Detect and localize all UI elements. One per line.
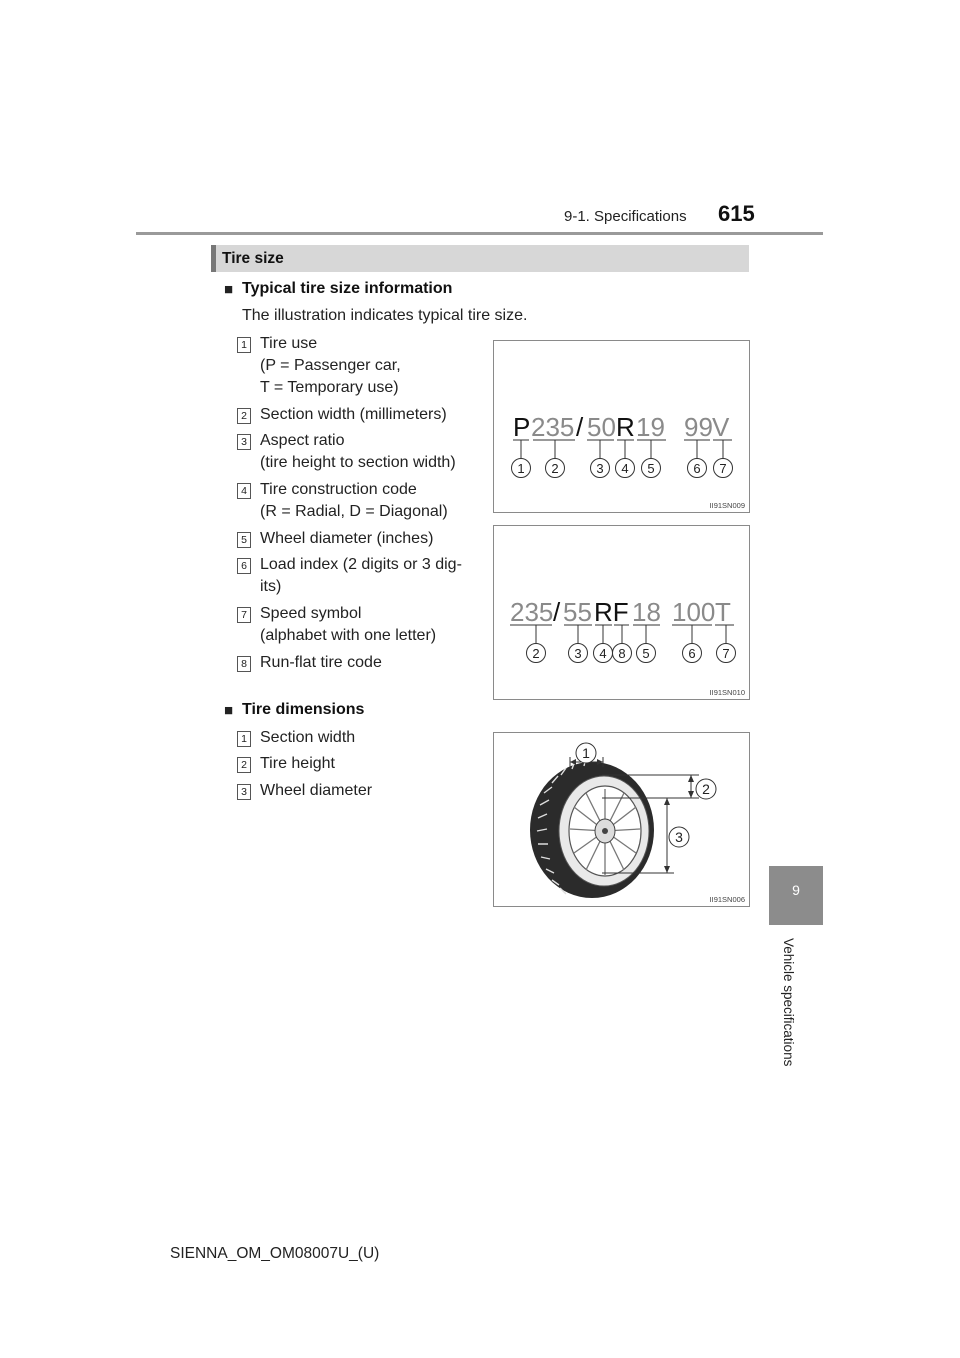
callout-number: 2	[532, 646, 540, 661]
callout-number: 1	[517, 461, 525, 476]
square-bullet-icon: ■	[224, 702, 234, 719]
page-number: 615	[718, 201, 755, 226]
item-number-5: 5	[237, 532, 251, 548]
chapter-tab-number: 9	[792, 882, 800, 898]
subheading-typical: Typical tire size information	[242, 280, 453, 297]
list-item: Aspect ratio (tire height to section width)	[260, 432, 456, 471]
code-part: 235	[510, 597, 554, 627]
figure-tire-code-standard	[493, 340, 750, 513]
callout-number: 7	[722, 646, 730, 661]
item-number-8: 8	[237, 656, 251, 672]
list-item: Speed symbol (alphabet with one letter)	[260, 605, 437, 644]
list-item: Tire use (P = Passenger car, T = Temporary use)	[260, 335, 401, 396]
callout-number: 2	[702, 781, 710, 797]
intro-text: The illustration indicates typical tire size.	[242, 307, 528, 324]
item-number-1: 1	[237, 731, 251, 747]
code-part: 235	[531, 412, 575, 442]
square-bullet-icon: ■	[224, 281, 234, 298]
code-part: /	[576, 412, 584, 442]
list-item: Wheel diameter (inches)	[260, 530, 434, 547]
code-part: 55	[563, 597, 592, 627]
callout-number: 3	[596, 461, 604, 476]
item-number-2: 2	[237, 408, 251, 424]
list-item: Load index (2 digits or 3 dig- its)	[260, 556, 462, 595]
section-title: Tire size	[222, 250, 284, 267]
callout-number: 4	[599, 646, 607, 661]
callout-number: 2	[551, 461, 559, 476]
code-part: P	[513, 412, 531, 442]
item-number-1: 1	[237, 337, 251, 353]
code-part: 18	[632, 597, 661, 627]
item-number-4: 4	[237, 483, 251, 499]
callout-number: 6	[688, 646, 696, 661]
header-section-title: 9-1. Specifications	[564, 208, 687, 225]
subheading-dimensions: Tire dimensions	[242, 701, 365, 718]
callout-number: 1	[582, 745, 590, 761]
callout-number: 3	[574, 646, 582, 661]
callout-number: 8	[618, 646, 626, 661]
header-rule	[136, 232, 823, 235]
code-part: V	[712, 412, 730, 442]
item-number-3: 3	[237, 434, 251, 450]
callout-number: 7	[719, 461, 727, 476]
chapter-tab-label: Vehicle specifications	[781, 938, 796, 1067]
code-part: 99	[684, 412, 713, 442]
item-number-3: 3	[237, 784, 251, 800]
footer-document-code: SIENNA_OM_OM08007U_(U)	[170, 1245, 380, 1262]
callout-number: 3	[675, 829, 683, 845]
code-part: R	[616, 412, 635, 442]
list-item: Section width (millimeters)	[260, 406, 447, 423]
figure-tire-code-runflat	[493, 525, 750, 700]
tire-dimension-diagram	[494, 733, 749, 906]
code-part: RF	[594, 597, 629, 627]
code-part: /	[553, 597, 561, 627]
item-number-2: 2	[237, 757, 251, 773]
figure-code: II91SN010	[709, 688, 745, 697]
list-item: Tire construction code (R = Radial, D = Diagonal)	[260, 481, 448, 520]
code-part: 19	[636, 412, 665, 442]
callout-number: 5	[647, 461, 655, 476]
code-part: 50	[587, 412, 616, 442]
section-title-bar	[211, 245, 749, 272]
figure-code: II91SN006	[709, 895, 745, 904]
item-number-6: 6	[237, 558, 251, 574]
callout-number: 5	[642, 646, 650, 661]
tire-code-diagram	[494, 341, 749, 512]
list-item: Run-flat tire code	[260, 654, 382, 671]
code-part: T	[715, 597, 731, 627]
tire-code-runflat-diagram	[494, 526, 749, 699]
callout-number: 6	[693, 461, 701, 476]
code-part: 100	[672, 597, 716, 627]
item-number-7: 7	[237, 607, 251, 623]
list-item: Tire height	[260, 755, 335, 772]
figure-tire-dimensions	[493, 732, 750, 907]
list-item: Wheel diameter	[260, 782, 373, 799]
callout-number: 4	[621, 461, 629, 476]
figure-code: II91SN009	[709, 501, 745, 510]
list-item: Section width	[260, 729, 356, 746]
